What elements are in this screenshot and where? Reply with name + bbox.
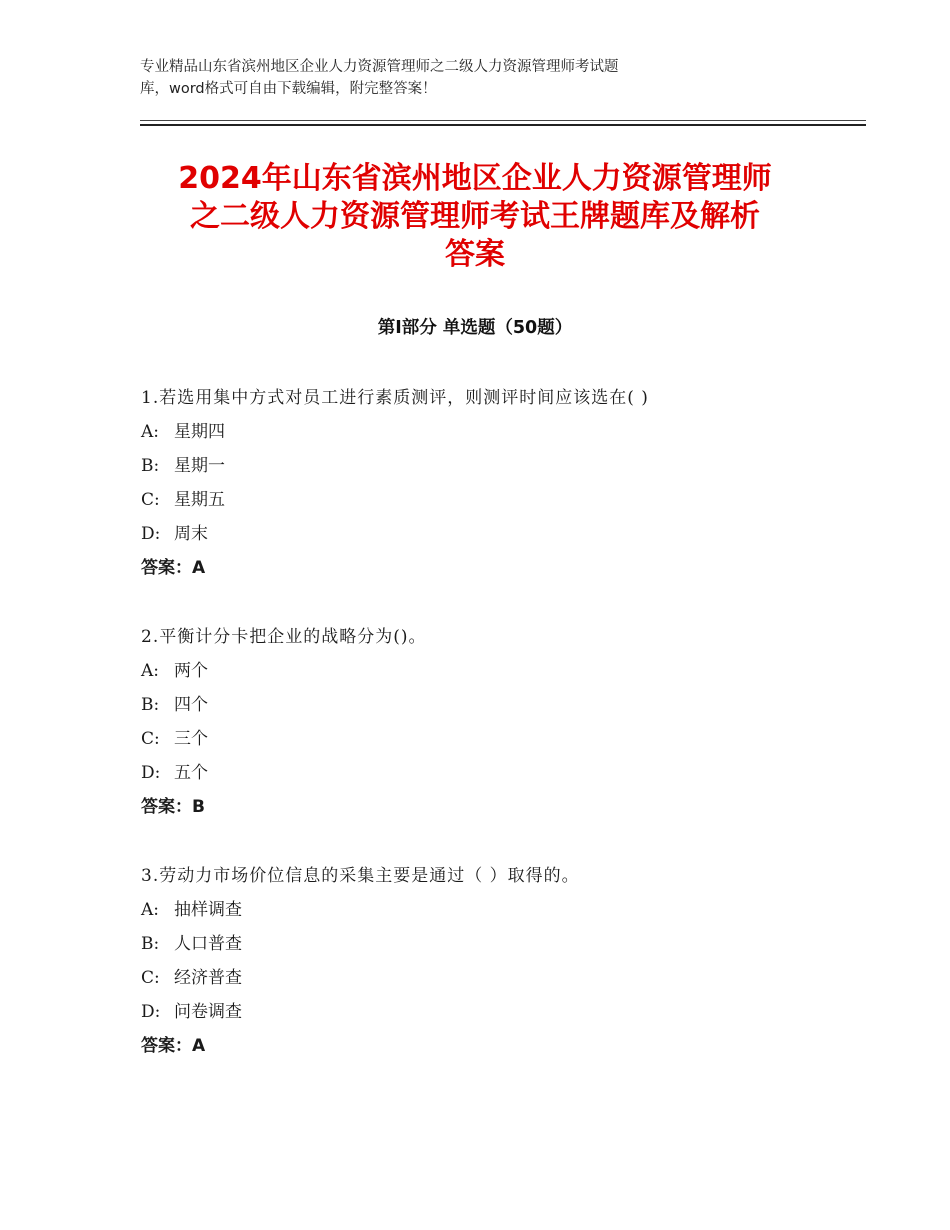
option-text: 人口普查 <box>174 934 242 954</box>
document-title-line-1: 2024年山东省滨州地区企业人力资源管理师 <box>178 161 772 196</box>
option-text: 两个 <box>174 661 208 681</box>
question-stem: 2.平衡计分卡把企业的战略分为()。 <box>141 627 427 647</box>
option-text: 经济普查 <box>174 968 242 988</box>
option-letter: B: <box>141 456 160 476</box>
option-text: 星期四 <box>174 422 225 442</box>
option-b <box>141 927 841 961</box>
option-c <box>141 961 841 995</box>
option-letter: B: <box>141 695 160 715</box>
answer-line: 答案：B <box>141 797 205 817</box>
option-letter: A: <box>141 900 160 920</box>
option-letter: A: <box>141 422 160 442</box>
question-stem: 3.劳动力市场价位信息的采集主要是通过（ ）取得的。 <box>141 866 580 886</box>
document-title <box>120 160 830 274</box>
option-a <box>141 415 841 449</box>
question-1 <box>141 381 841 585</box>
option-d <box>141 517 841 551</box>
option-letter: D: <box>141 524 161 544</box>
header-rule-thick <box>140 124 866 126</box>
option-b <box>141 449 841 483</box>
question-2 <box>141 620 841 824</box>
option-d <box>141 995 841 1029</box>
section-title: 第Ⅰ部分 单选题（50题） <box>377 318 573 338</box>
option-b <box>141 688 841 722</box>
header-rule-thin <box>140 120 866 121</box>
option-text: 周末 <box>174 524 208 544</box>
option-d <box>141 756 841 790</box>
option-a <box>141 654 841 688</box>
question-stem: 1.若选用集中方式对员工进行素质测评，则测评时间应该选在( ) <box>141 388 649 408</box>
answer-line: 答案：A <box>141 1036 206 1056</box>
option-c <box>141 483 841 517</box>
header-note-line-2: 库，word格式可自由下载编辑，附完整答案！ <box>140 81 437 97</box>
header-note-line-1: 专业精品山东省滨州地区企业人力资源管理师之二级人力资源管理师考试题 <box>140 59 619 75</box>
header-note <box>140 56 780 100</box>
option-letter: D: <box>141 763 161 783</box>
option-text: 三个 <box>174 729 208 749</box>
option-c <box>141 722 841 756</box>
option-letter: D: <box>141 1002 161 1022</box>
option-letter: C: <box>141 490 160 510</box>
option-letter: A: <box>141 661 160 681</box>
option-letter: C: <box>141 968 160 988</box>
document-title-line-2: 之二级人力资源管理师考试王牌题库及解析 <box>190 199 760 234</box>
option-text: 星期五 <box>174 490 225 510</box>
option-text: 抽样调查 <box>174 900 242 920</box>
option-a <box>141 893 841 927</box>
option-text: 五个 <box>174 763 208 783</box>
question-3 <box>141 859 841 1063</box>
answer-line: 答案：A <box>141 558 206 578</box>
option-text: 四个 <box>174 695 208 715</box>
question-list <box>141 381 841 1098</box>
option-text: 问卷调查 <box>174 1002 242 1022</box>
option-letter: C: <box>141 729 160 749</box>
document-title-line-3: 答案 <box>445 237 505 272</box>
option-text: 星期一 <box>174 456 225 476</box>
option-letter: B: <box>141 934 160 954</box>
